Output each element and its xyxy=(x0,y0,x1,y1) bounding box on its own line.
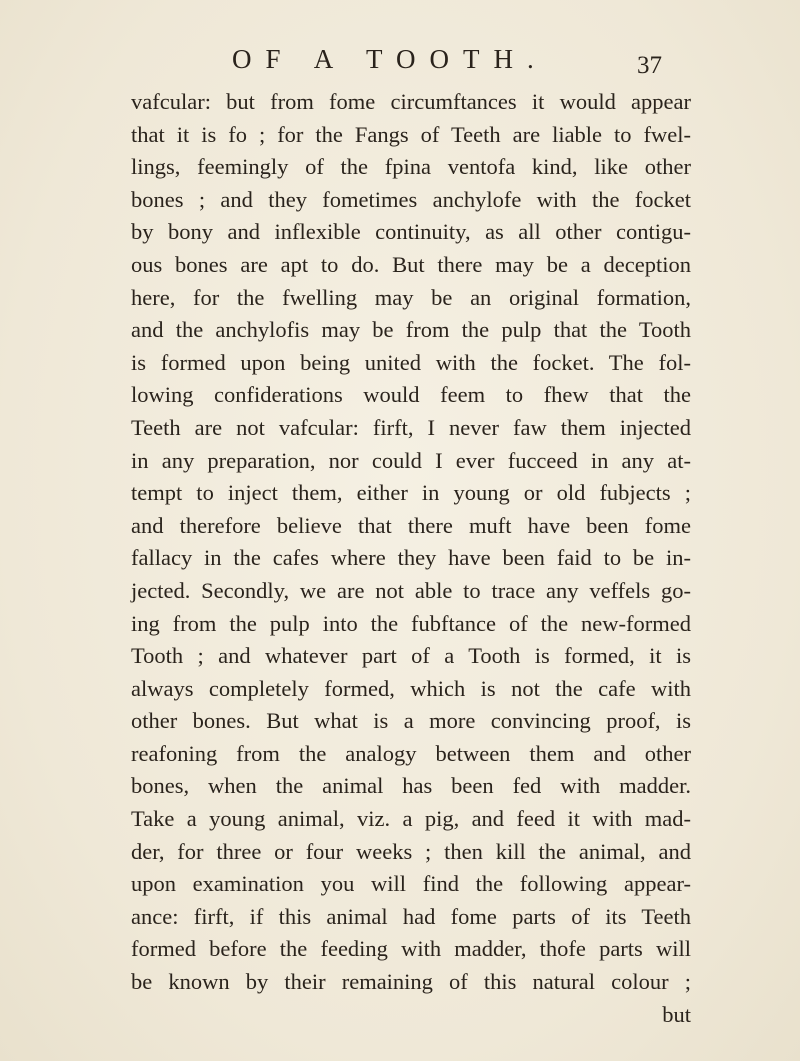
text-line: by bony and inflexible continuity, as all other contigu- xyxy=(131,219,691,245)
text-line: that it is fo ; for the Fangs of Teeth are liable to fwel- xyxy=(131,121,691,147)
body-text xyxy=(131,86,691,1031)
text-line: formed before the feeding with madder, thofe parts will xyxy=(131,936,691,962)
text-line: der, for three or four weeks ; then kill the animal, and xyxy=(131,838,691,864)
running-head: OF A TOOTH. xyxy=(232,44,548,74)
text-line: and the anchylofis may be from the pulp that the Tooth xyxy=(131,317,691,343)
text-line: ance: firft, if this animal had fome parts of its Teeth xyxy=(131,903,691,929)
text-line: Take a young animal, viz. a pig, and feed it with mad- xyxy=(131,806,691,832)
text-line: be known by their remaining of this natural colour ; xyxy=(131,969,691,995)
text-line: upon examination you will find the following appear- xyxy=(131,871,691,897)
text-line: always completely formed, which is not the cafe with xyxy=(131,675,691,701)
text-line: and therefore believe that there muft have been fome xyxy=(131,512,691,538)
text-line: ing from the pulp into the fubftance of the new-formed xyxy=(131,610,691,636)
text-line: reafoning from the analogy between them and other xyxy=(131,740,691,766)
text-line: vafcular: but from fome circumftances it would appear xyxy=(131,89,691,114)
text-line: other bones. But what is a more convincing proof, is xyxy=(131,708,691,734)
text-line: ous bones are apt to do. But there may be a deception xyxy=(131,251,691,277)
catchword: but xyxy=(662,1001,691,1027)
text-line: here, for the fwelling may be an original formation, xyxy=(131,284,691,310)
text-line: lings, feemingly of the fpina ventofa kind, like other xyxy=(131,154,691,180)
text-line: in any preparation, nor could I ever fucceed in any at- xyxy=(131,447,691,473)
text-line: is formed upon being united with the focket. The fol- xyxy=(131,349,691,375)
text-line: Tooth ; and whatever part of a Tooth is formed, it is xyxy=(131,643,691,669)
text-line: jected. Secondly, we are not able to trace any veffels go- xyxy=(131,577,691,603)
text-line: fallacy in the cafes where they have been faid to be in- xyxy=(131,545,691,571)
text-line: bones, when the animal has been fed with madder. xyxy=(131,773,691,799)
text-line: bones ; and they fometimes anchylofe with the focket xyxy=(131,186,691,212)
text-line: Teeth are not vafcular: firft, I never faw them injected xyxy=(131,414,691,440)
page-number: 37 xyxy=(637,52,662,79)
text-line: tempt to inject them, either in young or old fubjects ; xyxy=(131,480,691,506)
text-line: lowing confiderations would feem to fhew that the xyxy=(131,382,691,408)
